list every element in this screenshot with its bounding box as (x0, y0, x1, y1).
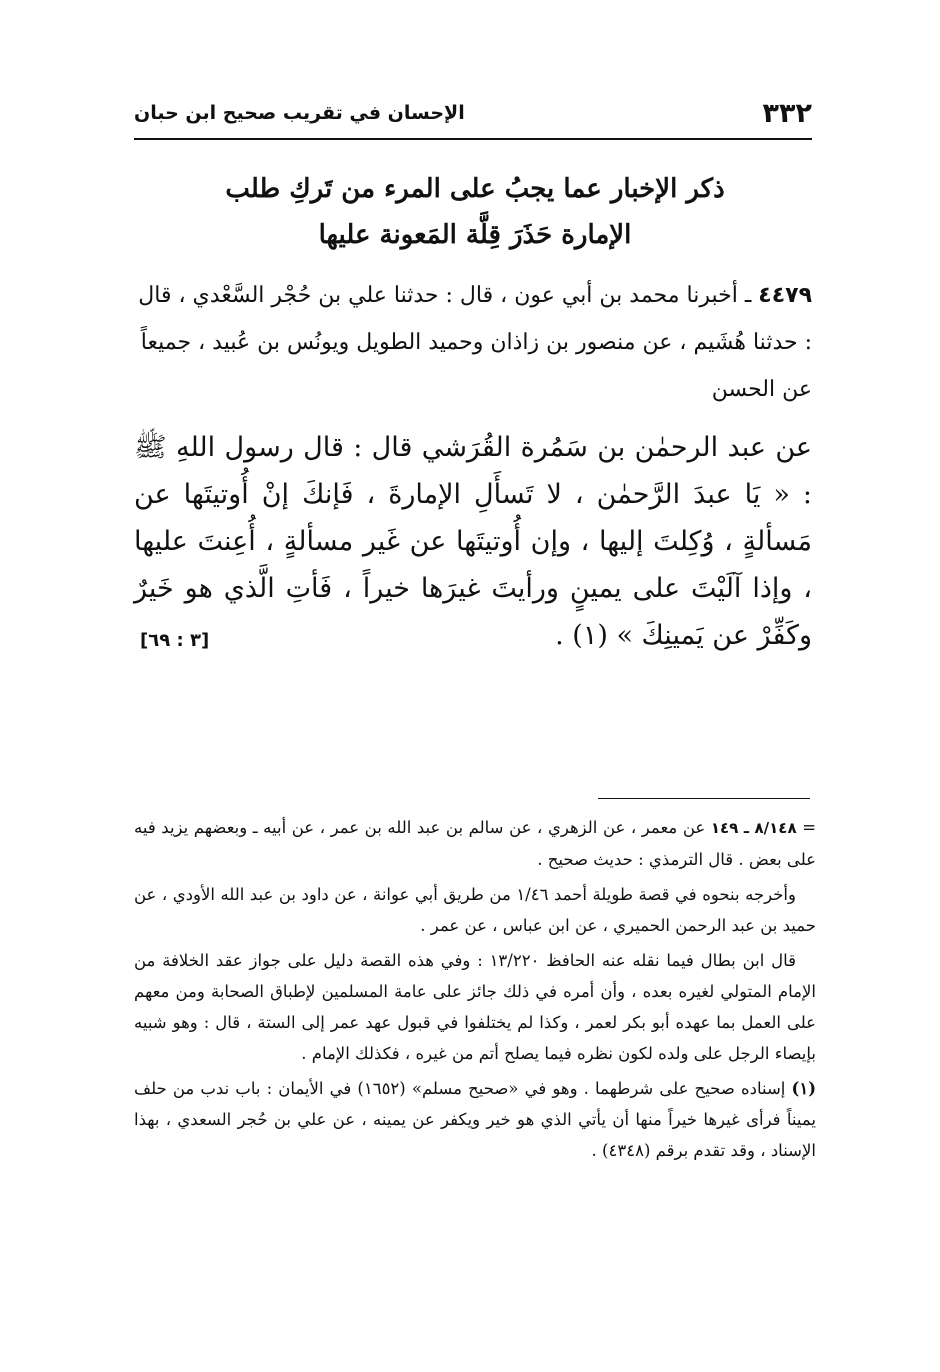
footnote-continuation (134, 812, 816, 875)
footnote-paragraph-2: وأخرجه بنحوه في قصة طويلة أحمد ١/٤٦ من طريق أبي عوانة ، عن داود بن عبد الله الأودي ، عن حميد بن عبد الرحمن الحميري ، عن ابن عباس ، عن عمر . (134, 885, 816, 935)
header-rule (134, 138, 812, 140)
hadith-isnad (134, 272, 812, 413)
page-number: ٣٣٢ (762, 98, 812, 129)
continuation-text: عن معمر ، عن الزهري ، عن سالم بن عبد الله بن عمر ، عن أبيه ـ وبعضهم يزيد فيه على بعض . قال الترمذي : حديث صحيح . (134, 818, 816, 869)
footnote-1 (134, 1073, 816, 1166)
hadith-number: ٤٤٧٩ (758, 283, 812, 308)
volume-reference: [٣ : ٦٩] (140, 630, 210, 651)
hadith-matn: عن عبد الرحمٰن بن سَمُرة القُرَشي قال : قال رسول اللهِ ﷺ : « يَا عبدَ الرَّحمٰن ، لا تَسأَلِ الإمارةَ ، فَإنكَ إنْ أُوتيتَها عن مَسألةٍ ، وُكِلتَ إليها ، وإن أُوتيتَها عن غَير مسألةٍ ، أُعِنتَ عليها ، وإذا آلَيْتَ على يمينٍ ورأيتَ غيرَها خيراً ، فَأتِ الَّذي هو خَيرٌ وكَفِّرْ عن يَمينِكَ » (١) . (134, 432, 812, 651)
section-heading (180, 166, 770, 258)
footnote-1-marker: (١) (791, 1079, 816, 1098)
footnote-rule (598, 798, 810, 799)
continuation-marker: = (802, 818, 817, 837)
heading-line-1: ذكر الإخبار عما يجبُ على المرء من تَركِ طلب (225, 174, 725, 204)
footnotes (134, 812, 816, 1170)
continuation-ref-numbers: ٨/١٤٨ ـ ١٤٩ (710, 819, 797, 837)
heading-line-2: الإمارة حَذَرَ قِلَّة المَعونة عليها (318, 220, 632, 250)
running-title: الإحسان في تقريب صحيح ابن حبان (134, 102, 465, 124)
page-header (134, 96, 812, 136)
isnad-text: ـ أخبرنا محمد بن أبي عون ، قال : حدثنا علي بن حُجْر السَّعْدي ، قال : حدثنا هُشَيم ، عن منصور بن زاذان وحميد الطويل ويونُس بن عُبيد ، جميعاً عن الحسن (138, 283, 812, 402)
footnote-1-text: إسناده صحيح على شرطهما . وهو في «صحيح مسلم» (١٦٥٢) في الأيمان : باب ندب من حلف يميناً فرأى غيرها خيراً منها أن يأتي الذي هو خير ويكفر عن يمينه ، عن علي بن حُجر السعدي ، بهذا الإسناد ، وقد تقدم برقم (٤٣٤٨) . (134, 1079, 816, 1160)
footnote-paragraph-3: قال ابن بطال فيما نقله عنه الحافظ ١٣/٢٢٠ : وفي هذه القصة دليل على جواز عقد الخلافة من الإمام المتولي لغيره بعده ، وأن أمره في ذلك جائز على عامة المسلمين لإطباق الصحابة ومن معهم على العمل بما عهده أبو بكر لعمر ، وكذا لم يختلفوا في قبول عهد عمر إلى الستة ، قال : وهو شبيه بإيصاء الرجل على ولده لكون نظره فيما يصلح أتم من غيره ، فكذلك الإمام . (134, 951, 816, 1063)
